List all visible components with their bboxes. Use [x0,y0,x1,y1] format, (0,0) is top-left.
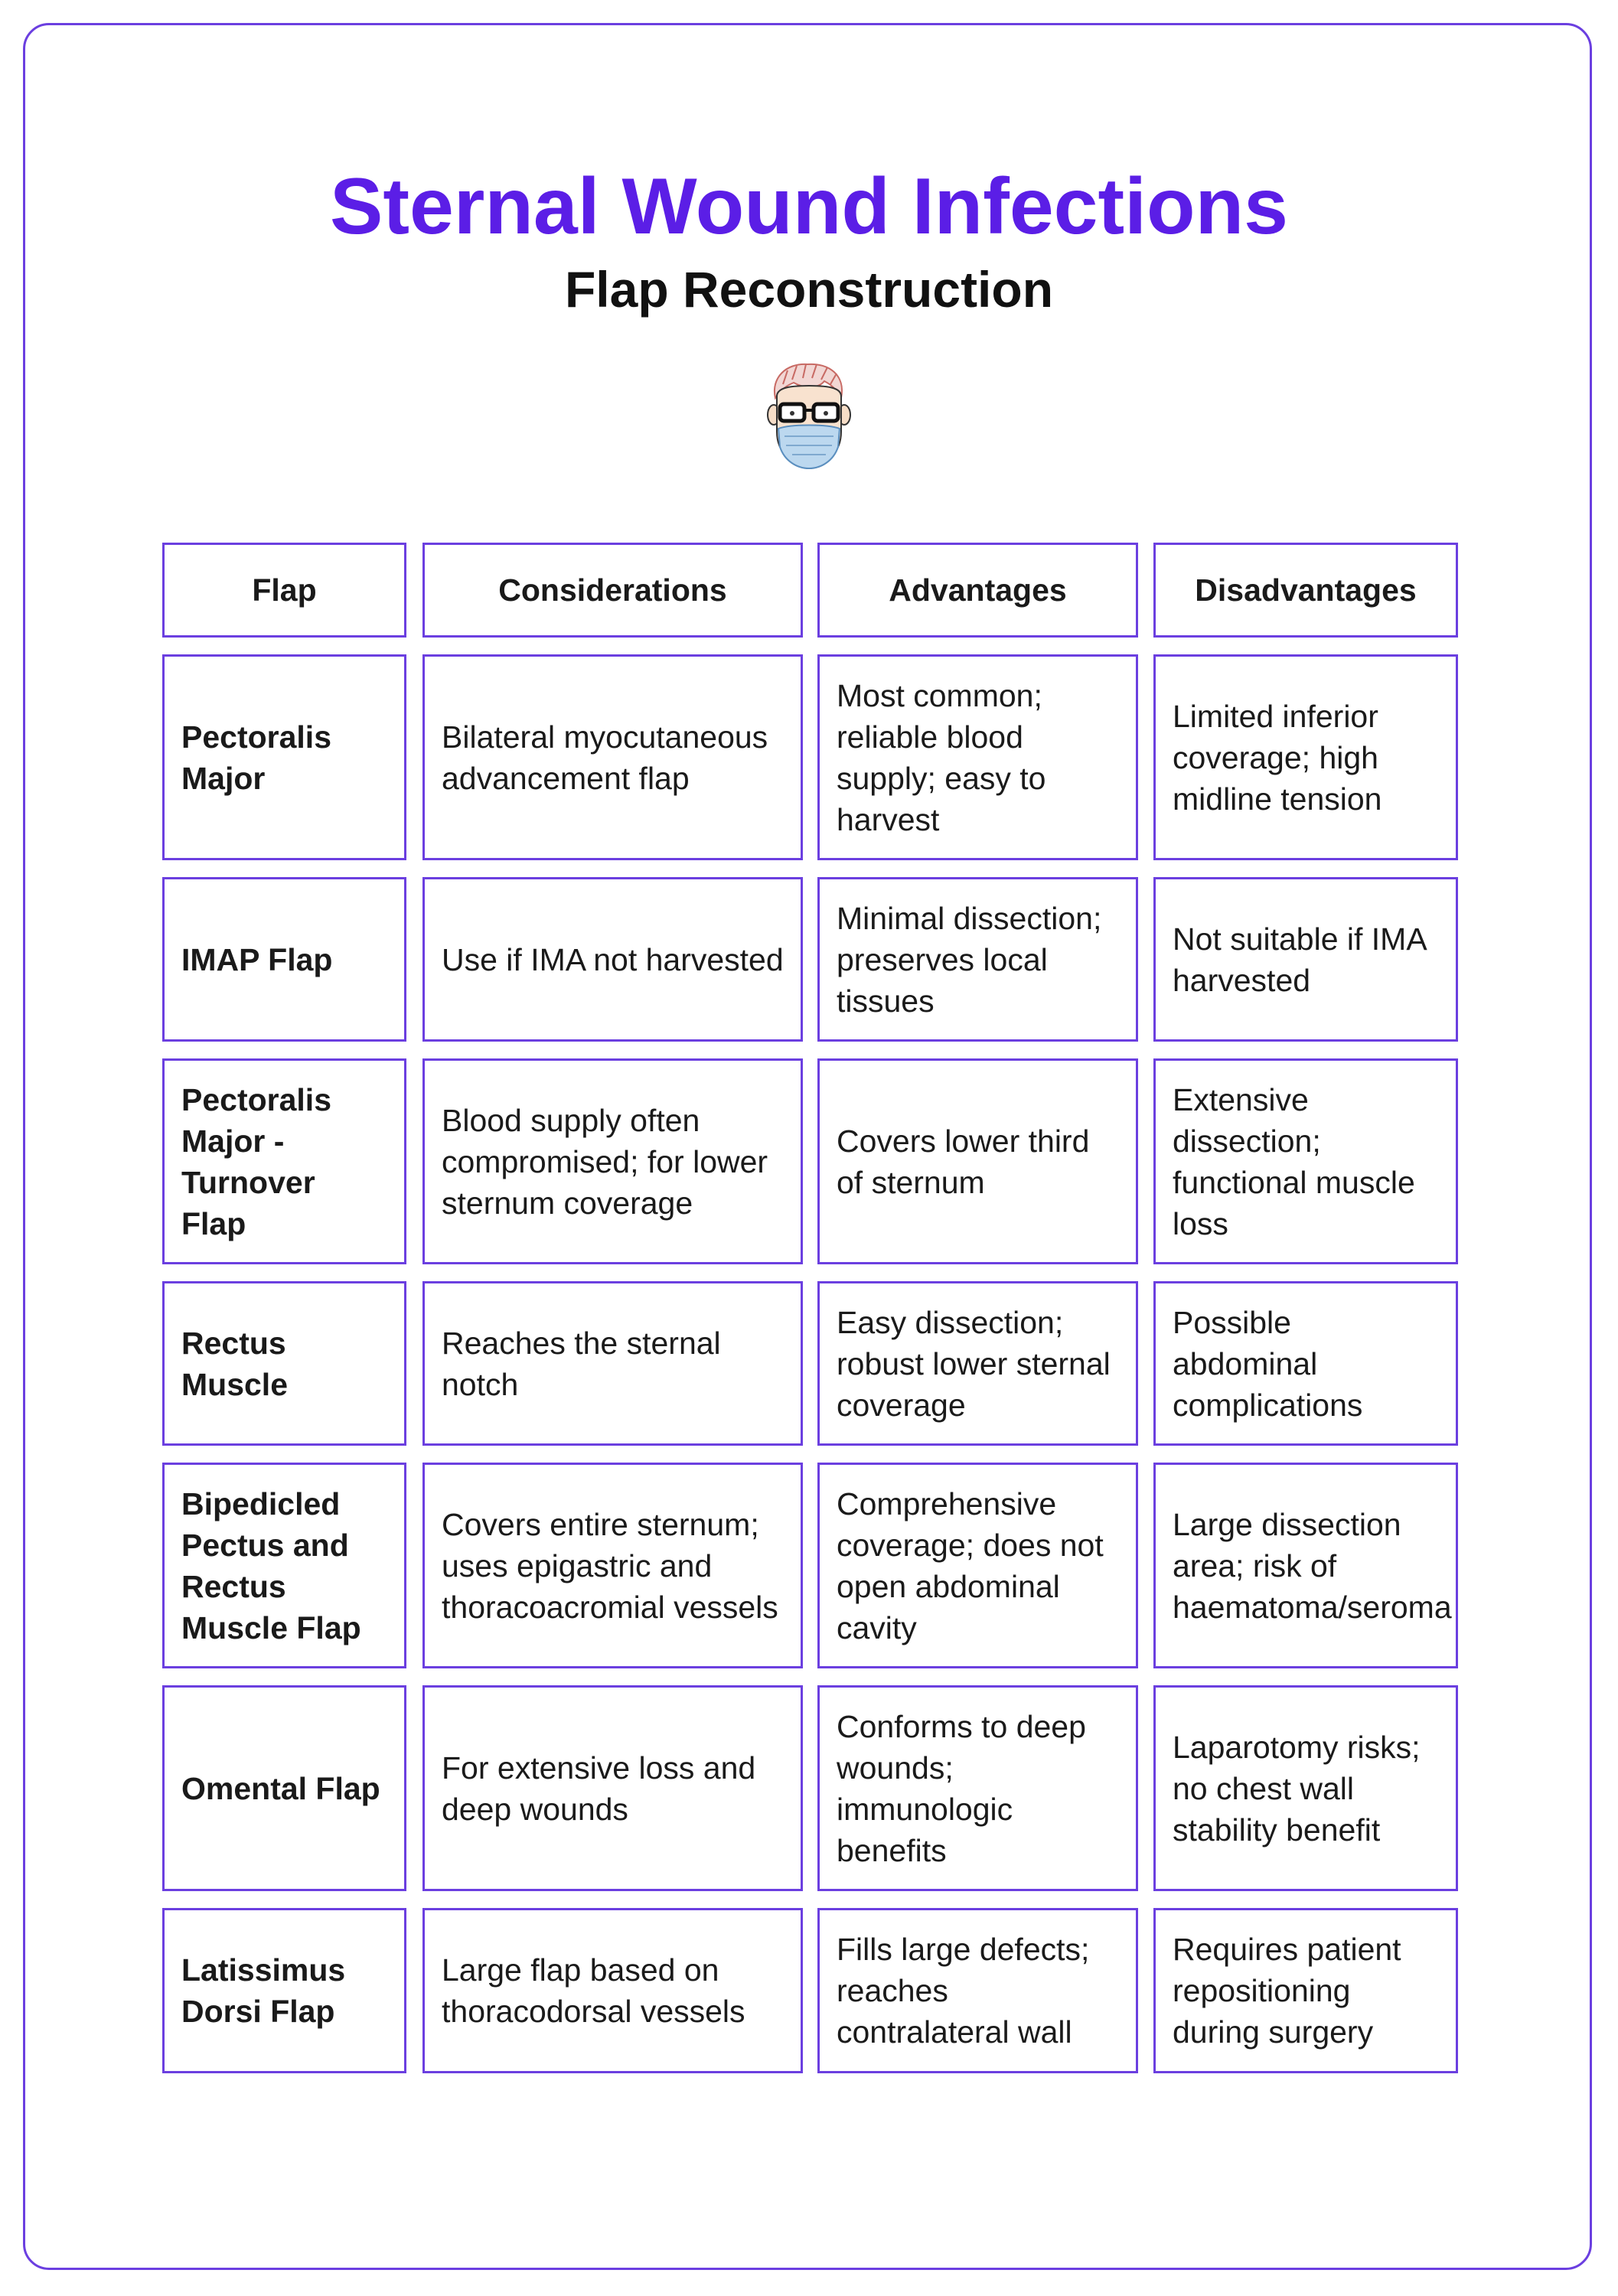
column-header-advantages: Advantages [817,543,1138,638]
table-cell-disadvantages: Laparotomy risks; no chest wall stability benefit [1153,1685,1458,1891]
table-cell-flap: Bipedicled Pectus and Rectus Muscle Flap [162,1463,406,1668]
doctor-avatar-icon [760,358,858,475]
table-cell-considerations: Large flap based on thoracodorsal vessels [422,1908,803,2073]
table-cell-considerations: Blood supply often compromised; for lower sternum coverage [422,1058,803,1264]
table-cell-advantages: Comprehensive coverage; does not open abdominal cavity [817,1463,1138,1668]
table-cell-disadvantages: Limited inferior coverage; high midline tension [1153,654,1458,860]
table-cell-considerations: For extensive loss and deep wounds [422,1685,803,1891]
table-cell-advantages: Minimal dissection; preserves local tissues [817,877,1138,1042]
table-cell-advantages: Conforms to deep wounds; immunologic benefits [817,1685,1138,1891]
table-cell-advantages: Easy dissection; robust lower sternal coverage [817,1281,1138,1446]
column-header-considerations: Considerations [422,543,803,638]
column-header-flap: Flap [162,543,406,638]
page-subtitle: Flap Reconstruction [564,261,1054,318]
table-cell-advantages: Covers lower third of sternum [817,1058,1138,1264]
page-title: Sternal Wound Infections [330,162,1288,251]
table-cell-disadvantages: Extensive dissection; functional muscle loss [1153,1058,1458,1264]
column-header-disadvantages: Disadvantages [1153,543,1458,638]
table-cell-flap: Latissimus Dorsi Flap [162,1908,406,2073]
table-cell-flap: Rectus Muscle [162,1281,406,1446]
table-cell-considerations: Covers entire sternum; uses epigastric and thoracoacromial vessels [422,1463,803,1668]
table-cell-advantages: Most common; reliable blood supply; easy to harvest [817,654,1138,860]
table-cell-disadvantages: Not suitable if IMA harvested [1153,877,1458,1042]
table-cell-flap: Omental Flap [162,1685,406,1891]
table-cell-flap: Pectoralis Major [162,654,406,860]
table-cell-disadvantages: Large dissection area; risk of haematoma/seroma [1153,1463,1458,1668]
table-cell-flap: Pectoralis Major - Turnover Flap [162,1058,406,1264]
table-cell-disadvantages: Possible abdominal complications [1153,1281,1458,1446]
table-cell-considerations: Use if IMA not harvested [422,877,803,1042]
table-cell-flap: IMAP Flap [162,877,406,1042]
table-cell-considerations: Bilateral myocutaneous advancement flap [422,654,803,860]
table-cell-considerations: Reaches the sternal notch [422,1281,803,1446]
table-cell-disadvantages: Requires patient repositioning during surgery [1153,1908,1458,2073]
table-cell-advantages: Fills large defects; reaches contralateral wall [817,1908,1138,2073]
